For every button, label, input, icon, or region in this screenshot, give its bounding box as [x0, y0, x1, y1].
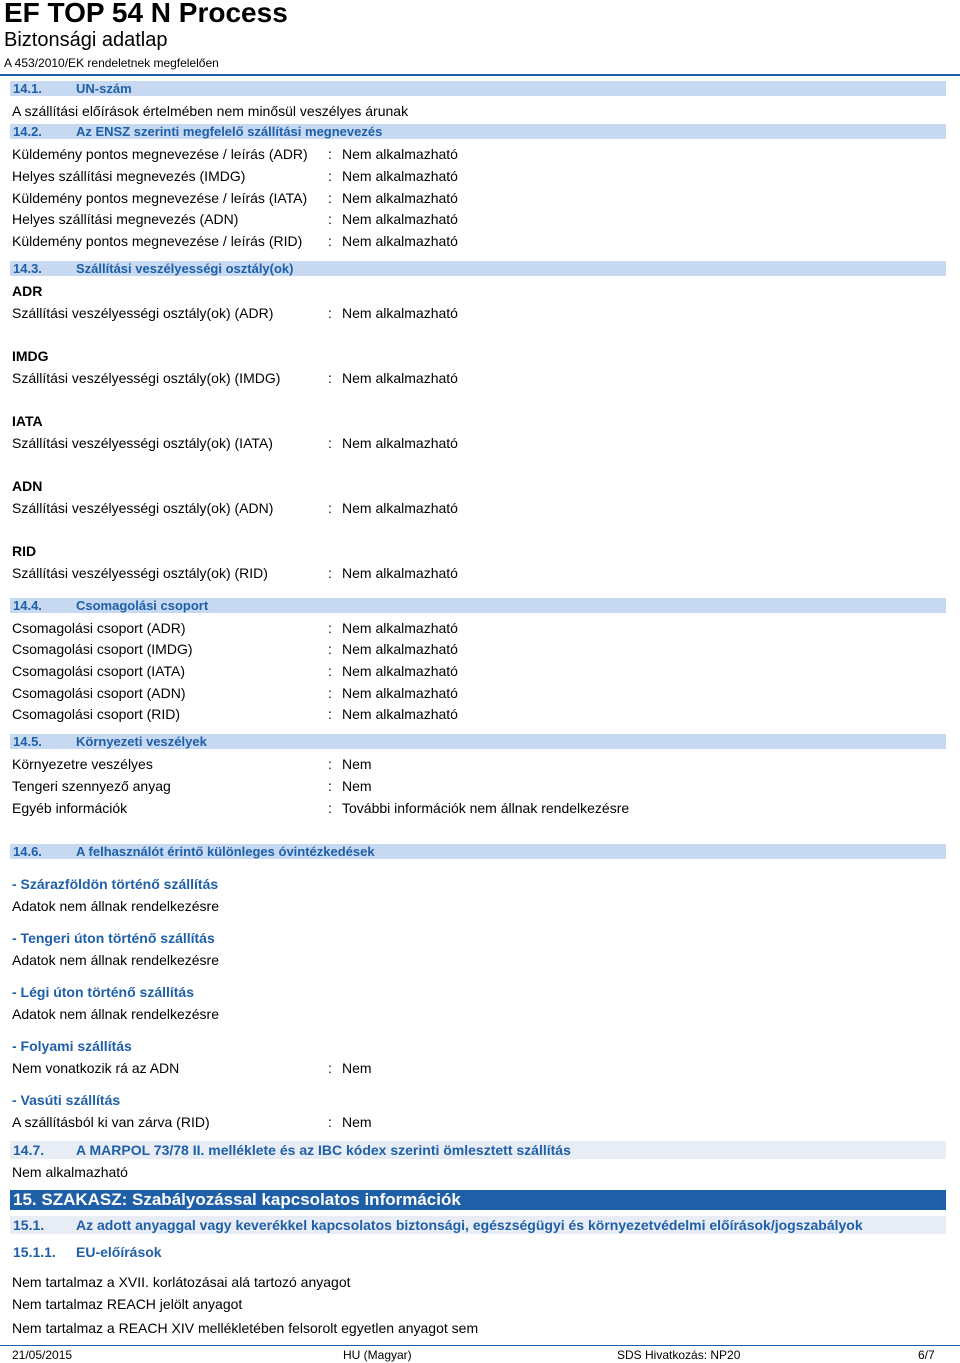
- footer-reference: SDS Hivatkozás: NP20: [617, 1348, 741, 1362]
- colon: :: [328, 756, 332, 772]
- colon: :: [328, 305, 332, 321]
- row-label: Tengeri szennyező anyag: [12, 778, 171, 794]
- document-title: EF TOP 54 N Process: [4, 0, 288, 28]
- section-number: 14.1.: [13, 81, 42, 96]
- row-label: Egyéb információk: [12, 800, 128, 816]
- row-value: Nem alkalmazható: [342, 190, 458, 206]
- colon: :: [328, 1060, 332, 1076]
- colon: :: [328, 565, 332, 581]
- row-value: Nem: [342, 778, 372, 794]
- colon: :: [328, 1114, 332, 1130]
- colon: :: [328, 168, 332, 184]
- row-value: Nem alkalmazható: [342, 305, 458, 321]
- transport-mode-heading: ADN: [12, 478, 43, 494]
- row-label: Környezetre veszélyes: [12, 756, 153, 772]
- header-divider: [0, 74, 960, 76]
- section-15-1-header: [10, 1216, 946, 1234]
- colon: :: [328, 800, 332, 816]
- section-number: 14.4.: [13, 598, 42, 613]
- section-title: A MARPOL 73/78 II. melléklete és az IBC kódex szerinti ömlesztett szállítás: [76, 1142, 571, 1158]
- section-14-3-header: [10, 261, 946, 276]
- section-title: EU-előírások: [76, 1244, 162, 1260]
- row-label: Helyes szállítási megnevezés (ADN): [12, 211, 239, 227]
- row-value: Nem: [342, 1114, 372, 1130]
- row-value: Nem alkalmazható: [342, 565, 458, 581]
- eu-regulation-line: Nem tartalmaz REACH jelölt anyagot: [12, 1296, 243, 1312]
- row-label: Csomagolási csoport (RID): [12, 706, 181, 722]
- land-transport-text: Adatok nem állnak rendelkezésre: [12, 898, 220, 914]
- colon: :: [328, 211, 332, 227]
- row-value: Nem alkalmazható: [342, 685, 458, 701]
- section-14-6-header: [10, 844, 946, 859]
- section-14-7-header: [10, 1141, 946, 1159]
- section-title: Szállítási veszélyességi osztály(ok): [76, 261, 294, 276]
- section-14-2-header: [10, 124, 946, 139]
- section-title: 15. SZAKASZ: Szabályozással kapcsolatos információk: [13, 1190, 461, 1209]
- air-transport-text: Adatok nem állnak rendelkezésre: [12, 1006, 220, 1022]
- colon: :: [328, 663, 332, 679]
- row-label: A szállításból ki van zárva (RID): [12, 1114, 210, 1130]
- row-label: Helyes szállítási megnevezés (IMDG): [12, 168, 246, 184]
- footer-divider: [0, 1345, 960, 1346]
- row-label: Szállítási veszélyességi osztály(ok) (ADR): [12, 305, 274, 321]
- section-15-1-1-header: [10, 1243, 946, 1261]
- row-value: Nem alkalmazható: [342, 233, 458, 249]
- colon: :: [328, 620, 332, 636]
- colon: :: [328, 778, 332, 794]
- row-label: Küldemény pontos megnevezése / leírás (ADR): [12, 146, 308, 162]
- section-number: 15.1.: [13, 1217, 45, 1233]
- rail-transport-heading: - Vasúti szállítás: [12, 1092, 121, 1108]
- colon: :: [328, 146, 332, 162]
- section-number: 14.5.: [13, 734, 42, 749]
- row-value: Nem alkalmazható: [342, 146, 458, 162]
- row-value: Nem: [342, 756, 372, 772]
- section-number: 15.1.1.: [13, 1244, 56, 1260]
- section-title: Az ENSZ szerinti megfelelő szállítási megnevezés: [76, 124, 383, 139]
- row-label: Szállítási veszélyességi osztály(ok) (IMDG): [12, 370, 281, 386]
- row-value: További információk nem állnak rendelkezésre: [342, 800, 630, 816]
- colon: :: [328, 500, 332, 516]
- section-number: 14.2.: [13, 124, 42, 139]
- transport-mode-heading: RID: [12, 543, 37, 559]
- colon: :: [328, 641, 332, 657]
- row-label: Nem vonatkozik rá az ADN: [12, 1060, 180, 1076]
- footer-language: HU (Magyar): [343, 1348, 412, 1362]
- section-number: 14.3.: [13, 261, 42, 276]
- row-label: Küldemény pontos megnevezése / leírás (IATA): [12, 190, 308, 206]
- regulation-note: A 453/2010/EK rendeletnek megfelelően: [4, 56, 219, 70]
- row-value: Nem alkalmazható: [342, 706, 458, 722]
- colon: :: [328, 233, 332, 249]
- section-number: 14.6.: [13, 844, 42, 859]
- un-number-text: A szállítási előírások értelmében nem minősül veszélyes árunak: [12, 103, 409, 119]
- row-label: Csomagolási csoport (IATA): [12, 663, 185, 679]
- section-title: Az adott anyaggal vagy keverékkel kapcsolatos biztonsági, egészségügyi és környezetvédelmi előírások/jogszabályok: [76, 1217, 863, 1233]
- row-label: Szállítási veszélyességi osztály(ok) (ADN): [12, 500, 274, 516]
- document-subtitle: Biztonsági adatlap: [4, 29, 168, 51]
- row-label: Szállítási veszélyességi osztály(ok) (RID): [12, 565, 268, 581]
- section-title: Környezeti veszélyek: [76, 734, 207, 749]
- row-value: Nem alkalmazható: [342, 211, 458, 227]
- section-15-header: [10, 1190, 946, 1210]
- transport-mode-heading: IMDG: [12, 348, 49, 364]
- row-label: Csomagolási csoport (IMDG): [12, 641, 193, 657]
- section-number: 14.7.: [13, 1142, 45, 1158]
- row-label: Küldemény pontos megnevezése / leírás (RID): [12, 233, 303, 249]
- footer-page-number: 6/7: [918, 1348, 935, 1362]
- row-value: Nem alkalmazható: [342, 500, 458, 516]
- transport-mode-heading: ADR: [12, 283, 43, 299]
- colon: :: [328, 706, 332, 722]
- row-value: Nem alkalmazható: [342, 370, 458, 386]
- section-14-1-header: [10, 81, 946, 96]
- eu-regulation-line: Nem tartalmaz a XVII. korlátozásai alá tartozó anyagot: [12, 1274, 351, 1290]
- colon: :: [328, 685, 332, 701]
- colon: :: [328, 370, 332, 386]
- section-14-5-header: [10, 734, 946, 749]
- section-title: A felhasználót érintő különleges óvintézkedések: [76, 844, 375, 859]
- air-transport-heading: - Légi úton történő szállítás: [12, 984, 195, 1000]
- row-label: Csomagolási csoport (ADN): [12, 685, 186, 701]
- row-value: Nem alkalmazható: [342, 435, 458, 451]
- marpol-text: Nem alkalmazható: [12, 1164, 128, 1180]
- row-value: Nem alkalmazható: [342, 663, 458, 679]
- colon: :: [328, 435, 332, 451]
- row-value: Nem: [342, 1060, 372, 1076]
- row-value: Nem alkalmazható: [342, 620, 458, 636]
- row-value: Nem alkalmazható: [342, 168, 458, 184]
- section-title: UN-szám: [76, 81, 132, 96]
- transport-mode-heading: IATA: [12, 413, 43, 429]
- row-label: Szállítási veszélyességi osztály(ok) (IATA): [12, 435, 273, 451]
- land-transport-heading: - Szárazföldön történő szállítás: [12, 876, 219, 892]
- sea-transport-heading: - Tengeri úton történő szállítás: [12, 930, 215, 946]
- row-value: Nem alkalmazható: [342, 641, 458, 657]
- river-transport-heading: - Folyami szállítás: [12, 1038, 132, 1054]
- footer-date: 21/05/2015: [12, 1348, 73, 1362]
- sea-transport-text: Adatok nem állnak rendelkezésre: [12, 952, 220, 968]
- section-14-4-header: [10, 598, 946, 613]
- colon: :: [328, 190, 332, 206]
- section-title: Csomagolási csoport: [76, 598, 209, 613]
- row-label: Csomagolási csoport (ADR): [12, 620, 186, 636]
- eu-regulation-line: Nem tartalmaz a REACH XIV mellékletében felsorolt egyetlen anyagot sem: [12, 1320, 479, 1336]
